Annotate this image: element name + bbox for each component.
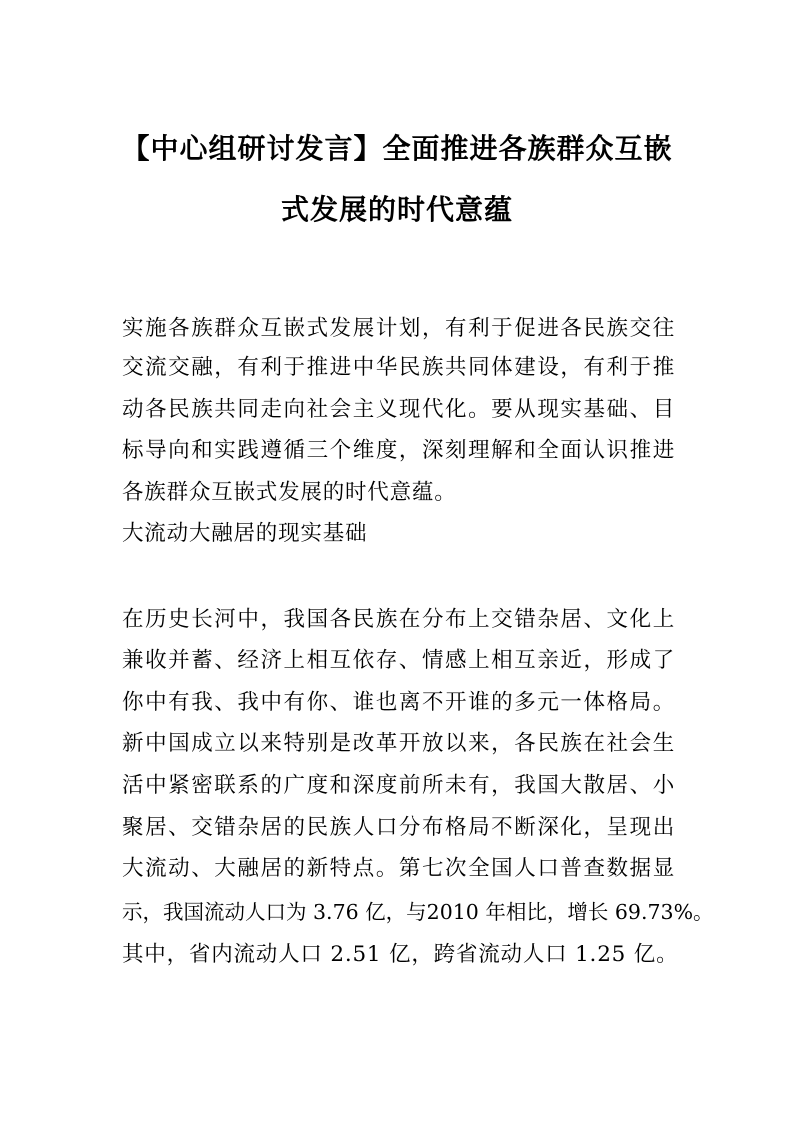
document-title-line-2: 式发展的时代意蕴 <box>280 193 513 226</box>
paragraph-2-line-4: 新中国成立以来特别是改革开放以来，各民族在社会生 <box>122 731 675 756</box>
paragraph-1-line-3: 动各民族共同走向社会主义现代化。要从现实基础、目 <box>122 397 675 422</box>
paragraph-1-line-4: 标导向和实践遵循三个维度，深刻理解和全面认识推进 <box>122 438 675 463</box>
paragraph-2-line-5: 活中紧密联系的广度和深度前所未有，我国大散居、小 <box>122 773 675 798</box>
paragraph-2-line-9: 其中，省内流动人口 2.51 亿，跨省流动人口 1.25 亿。 <box>122 942 679 967</box>
paragraph-1-line-5: 各族群众互嵌式发展的时代意蕴。 <box>122 480 457 505</box>
paragraph-2-line-8: 示，我国流动人口为 3.76 亿，与2010 年相比，增长 69.73%。 <box>122 900 714 924</box>
paragraph-2-line-7: 大流动、大融居的新特点。第七次全国人口普查数据显 <box>122 856 675 881</box>
paragraph-2-line-2: 兼收并蓄、经济上相互依存、情感上相互亲近，形成了 <box>122 648 675 673</box>
section-heading: 大流动大融居的现实基础 <box>122 521 368 546</box>
paragraph-1-line-1: 实施各族群众互嵌式发展计划，有利于促进各民族交往 <box>122 316 675 341</box>
document-title-line-1: 【中心组研讨发言】全面推进各族群众互嵌 <box>121 132 673 165</box>
paragraph-1-line-2: 交流交融，有利于推进中华民族共同体建设，有利于推 <box>122 355 675 380</box>
paragraph-2-line-6: 聚居、交错杂居的民族人口分布格局不断深化，呈现出 <box>122 815 675 840</box>
paragraph-2-line-1: 在历史长河中，我国各民族在分布上交错杂居、文化上 <box>122 607 675 632</box>
paragraph-2-line-3: 你中有我、我中有你、谁也离不开谁的多元一体格局。 <box>122 690 675 715</box>
